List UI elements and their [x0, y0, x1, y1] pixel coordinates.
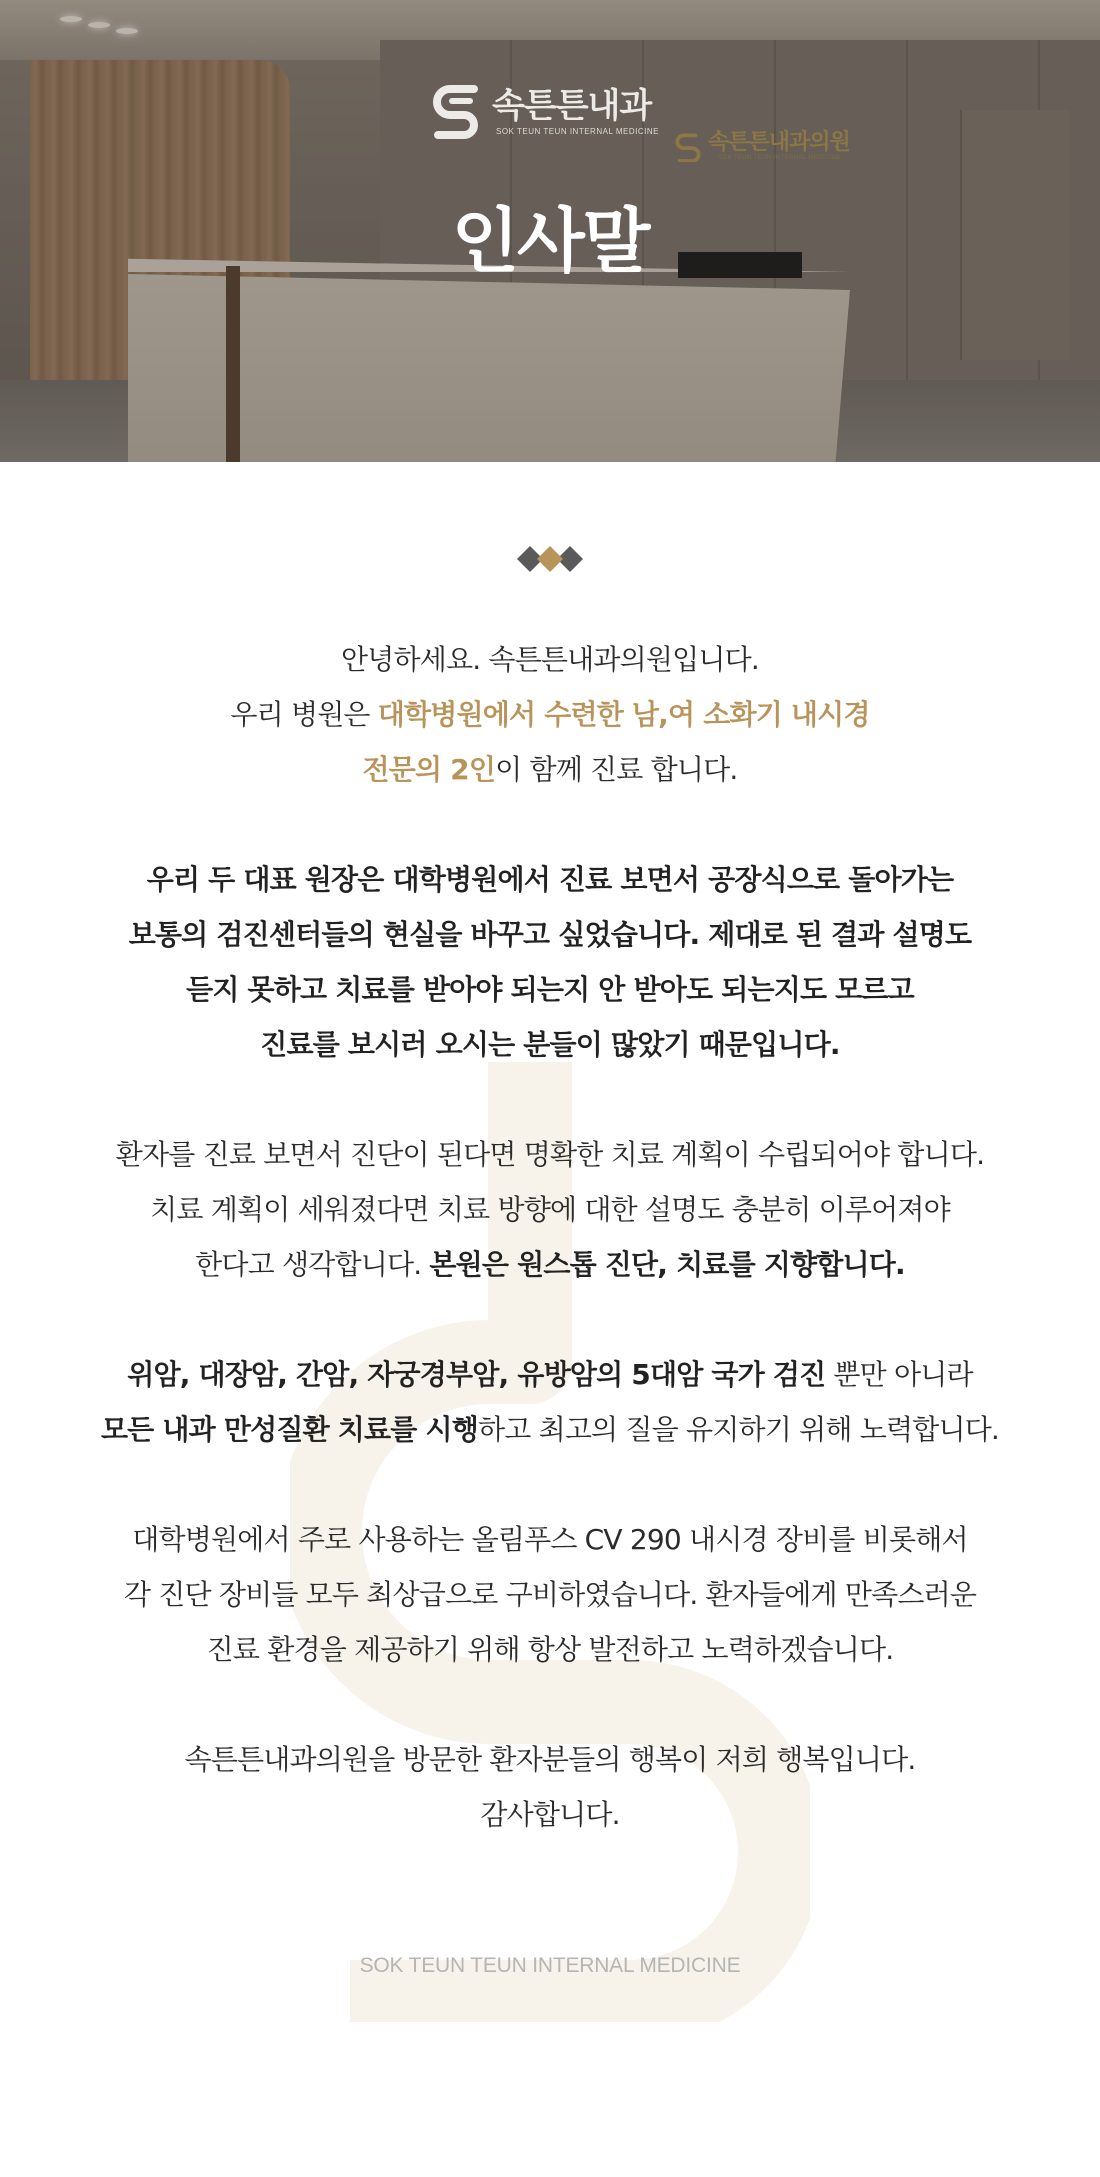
text-highlight-gold: 대학병원에서 수련한 남,여 소화기 내시경 [377, 698, 870, 731]
greeting-message [0, 632, 1100, 1897]
logo-subtitle: SOK TEUN TEUN INTERNAL MEDICINE [496, 126, 659, 136]
clinic-logo [426, 80, 676, 142]
text-bold: 모든 내과 만성질환 치료를 시행 [100, 1413, 478, 1446]
greeting-line: 속튼튼내과의원을 방문한 환자분들의 행복이 저희 행복입니다. [184, 1743, 916, 1776]
greeting-paragraph [0, 632, 1100, 797]
greeting-line: 감사합니다. [480, 1798, 620, 1831]
text-normal: 한다고 생각합니다. [195, 1248, 430, 1281]
page-title: 인사말 [451, 200, 649, 282]
greeting-line: 보통의 검진센터들의 현실을 바꾸고 싶었습니다. 제대로 된 결과 설명도 [128, 918, 972, 951]
greeting-line: 대학병원에서 주로 사용하는 올림푸스 CV 290 내시경 장비를 비롯해서 [132, 1523, 968, 1556]
text-normal: 하고 최고의 질을 유지하기 위해 노력합니다. [477, 1413, 1000, 1446]
wall-sign-sub: SOK TEUN TEUN INTERNAL MEDICINE [718, 155, 841, 161]
greeting-line [0, 687, 1100, 742]
greeting-line [0, 1402, 1100, 1457]
greeting-paragraph [0, 1732, 1100, 1842]
greeting-paragraph [0, 852, 1100, 1072]
greeting-paragraph [0, 1347, 1100, 1457]
greeting-line [0, 1237, 1100, 1292]
text-normal: 뿐만 아니라 [825, 1358, 973, 1391]
text-highlight-gold: 전문의 2인 [362, 753, 496, 786]
text-normal: 우리 병원은 [230, 698, 378, 731]
greeting-line [0, 1347, 1100, 1402]
footer-brand: SOK TEUN TEUN INTERNAL MEDICINE [359, 1954, 741, 1977]
text-normal: 이 함께 진료 합니다. [495, 753, 738, 786]
greeting-line: 환자를 진료 보면서 진단이 된다면 명확한 치료 계획이 수립되어야 합니다. [115, 1138, 985, 1171]
greeting-line: 치료 계획이 세워졌다면 치료 방향에 대한 설명도 충분히 이루어져야 [150, 1193, 950, 1226]
greeting-line: 진료 환경을 제공하기 위해 항상 발전하고 노력하겠습니다. [206, 1633, 894, 1666]
text-bold: 본원은 원스톱 진단, 치료를 지향합니다. [429, 1248, 905, 1281]
greeting-line: 안녕하세요. 속튼튼내과의원입니다. [340, 643, 760, 676]
three-diamonds-icon [515, 544, 585, 574]
greeting-paragraph [0, 1512, 1100, 1677]
greeting-line: 각 진단 장비들 모두 최상급으로 구비하였습니다. 환자들에게 만족스러운 [123, 1578, 977, 1611]
wall-sign-name: 속튼튼내과의원 [708, 130, 850, 155]
logo-name: 속튼튼내과 [492, 85, 652, 126]
greeting-line: 우리 두 대표 원장은 대학병원에서 진료 보면서 공장식으로 돌아가는 [146, 863, 954, 896]
greeting-line [0, 742, 1100, 797]
hero-banner [0, 0, 1100, 462]
text-bold: 위암, 대장암, 간암, 자궁경부암, 유방암의 5대암 국가 검진 [127, 1358, 826, 1391]
sok-teun-teun-logo-icon [426, 81, 486, 141]
greeting-line: 듣지 못하고 치료를 받아야 되는지 안 받아도 되는지도 모르고 [186, 973, 914, 1006]
greeting-section [0, 462, 1100, 2177]
greeting-paragraph [0, 1127, 1100, 1292]
greeting-line: 진료를 보시러 오시는 분들이 많았기 때문입니다. [260, 1028, 840, 1061]
